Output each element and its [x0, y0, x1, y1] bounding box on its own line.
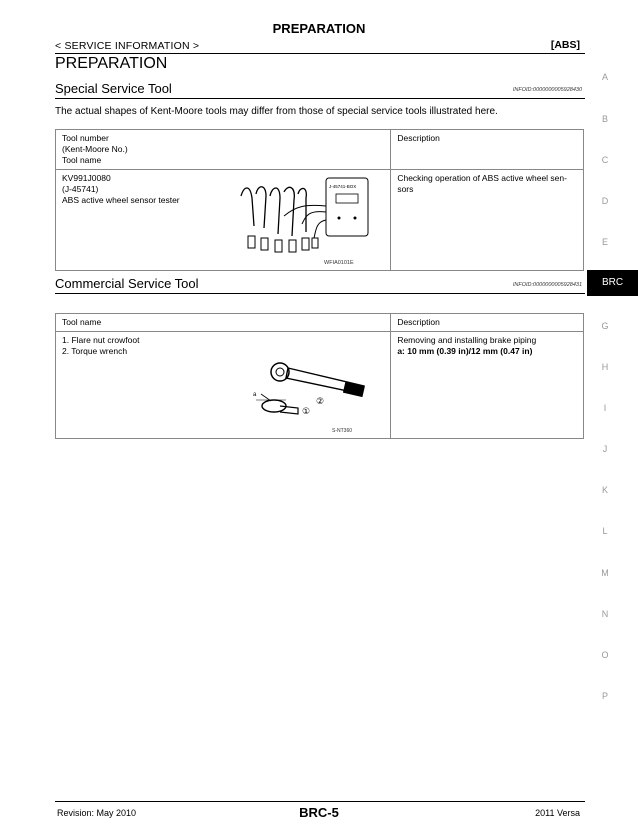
side-index-e[interactable]: E: [601, 237, 608, 247]
footer-model: 2011 Versa: [535, 808, 580, 818]
description-line: Removing and installing brake piping: [397, 335, 537, 345]
side-index-d[interactable]: D: [601, 196, 609, 206]
flare-nut-torque-wrench-illustration: [236, 346, 376, 436]
side-index-i[interactable]: I: [603, 403, 607, 413]
header-rule: [55, 53, 585, 54]
tool-name: ABS active wheel sensor tester: [62, 195, 180, 205]
footer-revision: Revision: May 2010: [57, 808, 137, 818]
commercial-rule: [55, 293, 585, 294]
table-header-cell: Description: [391, 314, 584, 332]
side-index-j[interactable]: J: [602, 444, 608, 454]
side-index-g[interactable]: G: [601, 321, 609, 331]
table-cell: [391, 332, 584, 439]
table-header-cell: [56, 130, 391, 170]
callout-a: a: [253, 392, 257, 398]
footer-rule: [55, 801, 585, 802]
special-tool-table: [55, 129, 584, 271]
table-cell: [56, 332, 391, 439]
callout-1: ①: [302, 407, 311, 417]
page-heading: PREPARATION: [55, 55, 168, 72]
side-index-m[interactable]: M: [601, 568, 609, 578]
side-index-p[interactable]: P: [601, 691, 608, 701]
sensor-tester-illustration: [236, 176, 376, 268]
spec-line: a: 10 mm (0.39 in)/12 mm (0.47 in): [397, 346, 533, 356]
side-index-n[interactable]: N: [601, 609, 609, 619]
section-tag: [ABS]: [550, 39, 580, 51]
page-top-title: PREPARATION: [272, 21, 366, 36]
table-cell: [391, 170, 584, 271]
kent-moore-number: (J-45741): [62, 184, 99, 194]
header-line: Tool name: [62, 155, 102, 165]
breadcrumb: < SERVICE INFORMATION >: [55, 40, 200, 52]
commercial-info-id: INFOID:0000000005928431: [512, 282, 582, 288]
table-header-cell: Tool name: [56, 314, 391, 332]
figure-code: S-NT360: [332, 428, 353, 434]
tool-number: KV991J0080: [62, 173, 111, 183]
special-tool-heading: Special Service Tool: [55, 81, 172, 96]
tool-item: 1. Flare nut crowfoot: [62, 335, 140, 345]
side-index-o[interactable]: O: [601, 650, 609, 660]
tool-item: 2. Torque wrench: [62, 346, 128, 356]
side-index-l[interactable]: L: [602, 526, 608, 536]
side-index-brc-active[interactable]: BRC: [587, 270, 638, 296]
commercial-tool-heading: Commercial Service Tool: [55, 276, 199, 291]
side-index-k[interactable]: K: [601, 485, 608, 495]
table-header-row: [56, 314, 584, 332]
description-line: sors: [397, 184, 414, 194]
special-rule: [55, 98, 585, 99]
side-index-a[interactable]: A: [601, 72, 608, 82]
table-cell: [56, 170, 391, 271]
side-index-c[interactable]: C: [601, 155, 609, 165]
figure-code: WFIA0101E: [324, 260, 354, 266]
header-line: Tool number: [62, 133, 109, 143]
description-line: Checking operation of ABS active wheel sen-: [397, 173, 567, 183]
table-header-cell: Description: [391, 130, 584, 170]
device-label: J-45741-BOX: [329, 184, 357, 189]
commercial-tool-table: [55, 313, 584, 439]
footer-page-number: BRC-5: [299, 805, 339, 820]
callout-2: ②: [316, 397, 325, 407]
table-row: [56, 332, 584, 439]
side-index-h[interactable]: H: [601, 362, 609, 372]
table-header-row: [56, 130, 584, 170]
header-line: (Kent-Moore No.): [62, 144, 128, 154]
special-intro: The actual shapes of Kent-Moore tools may differ from those of special service tools illustrated here.: [55, 106, 498, 117]
special-info-id: INFOID:0000000005928430: [512, 87, 582, 93]
table-row: [56, 170, 584, 271]
side-index-b[interactable]: B: [601, 114, 608, 124]
